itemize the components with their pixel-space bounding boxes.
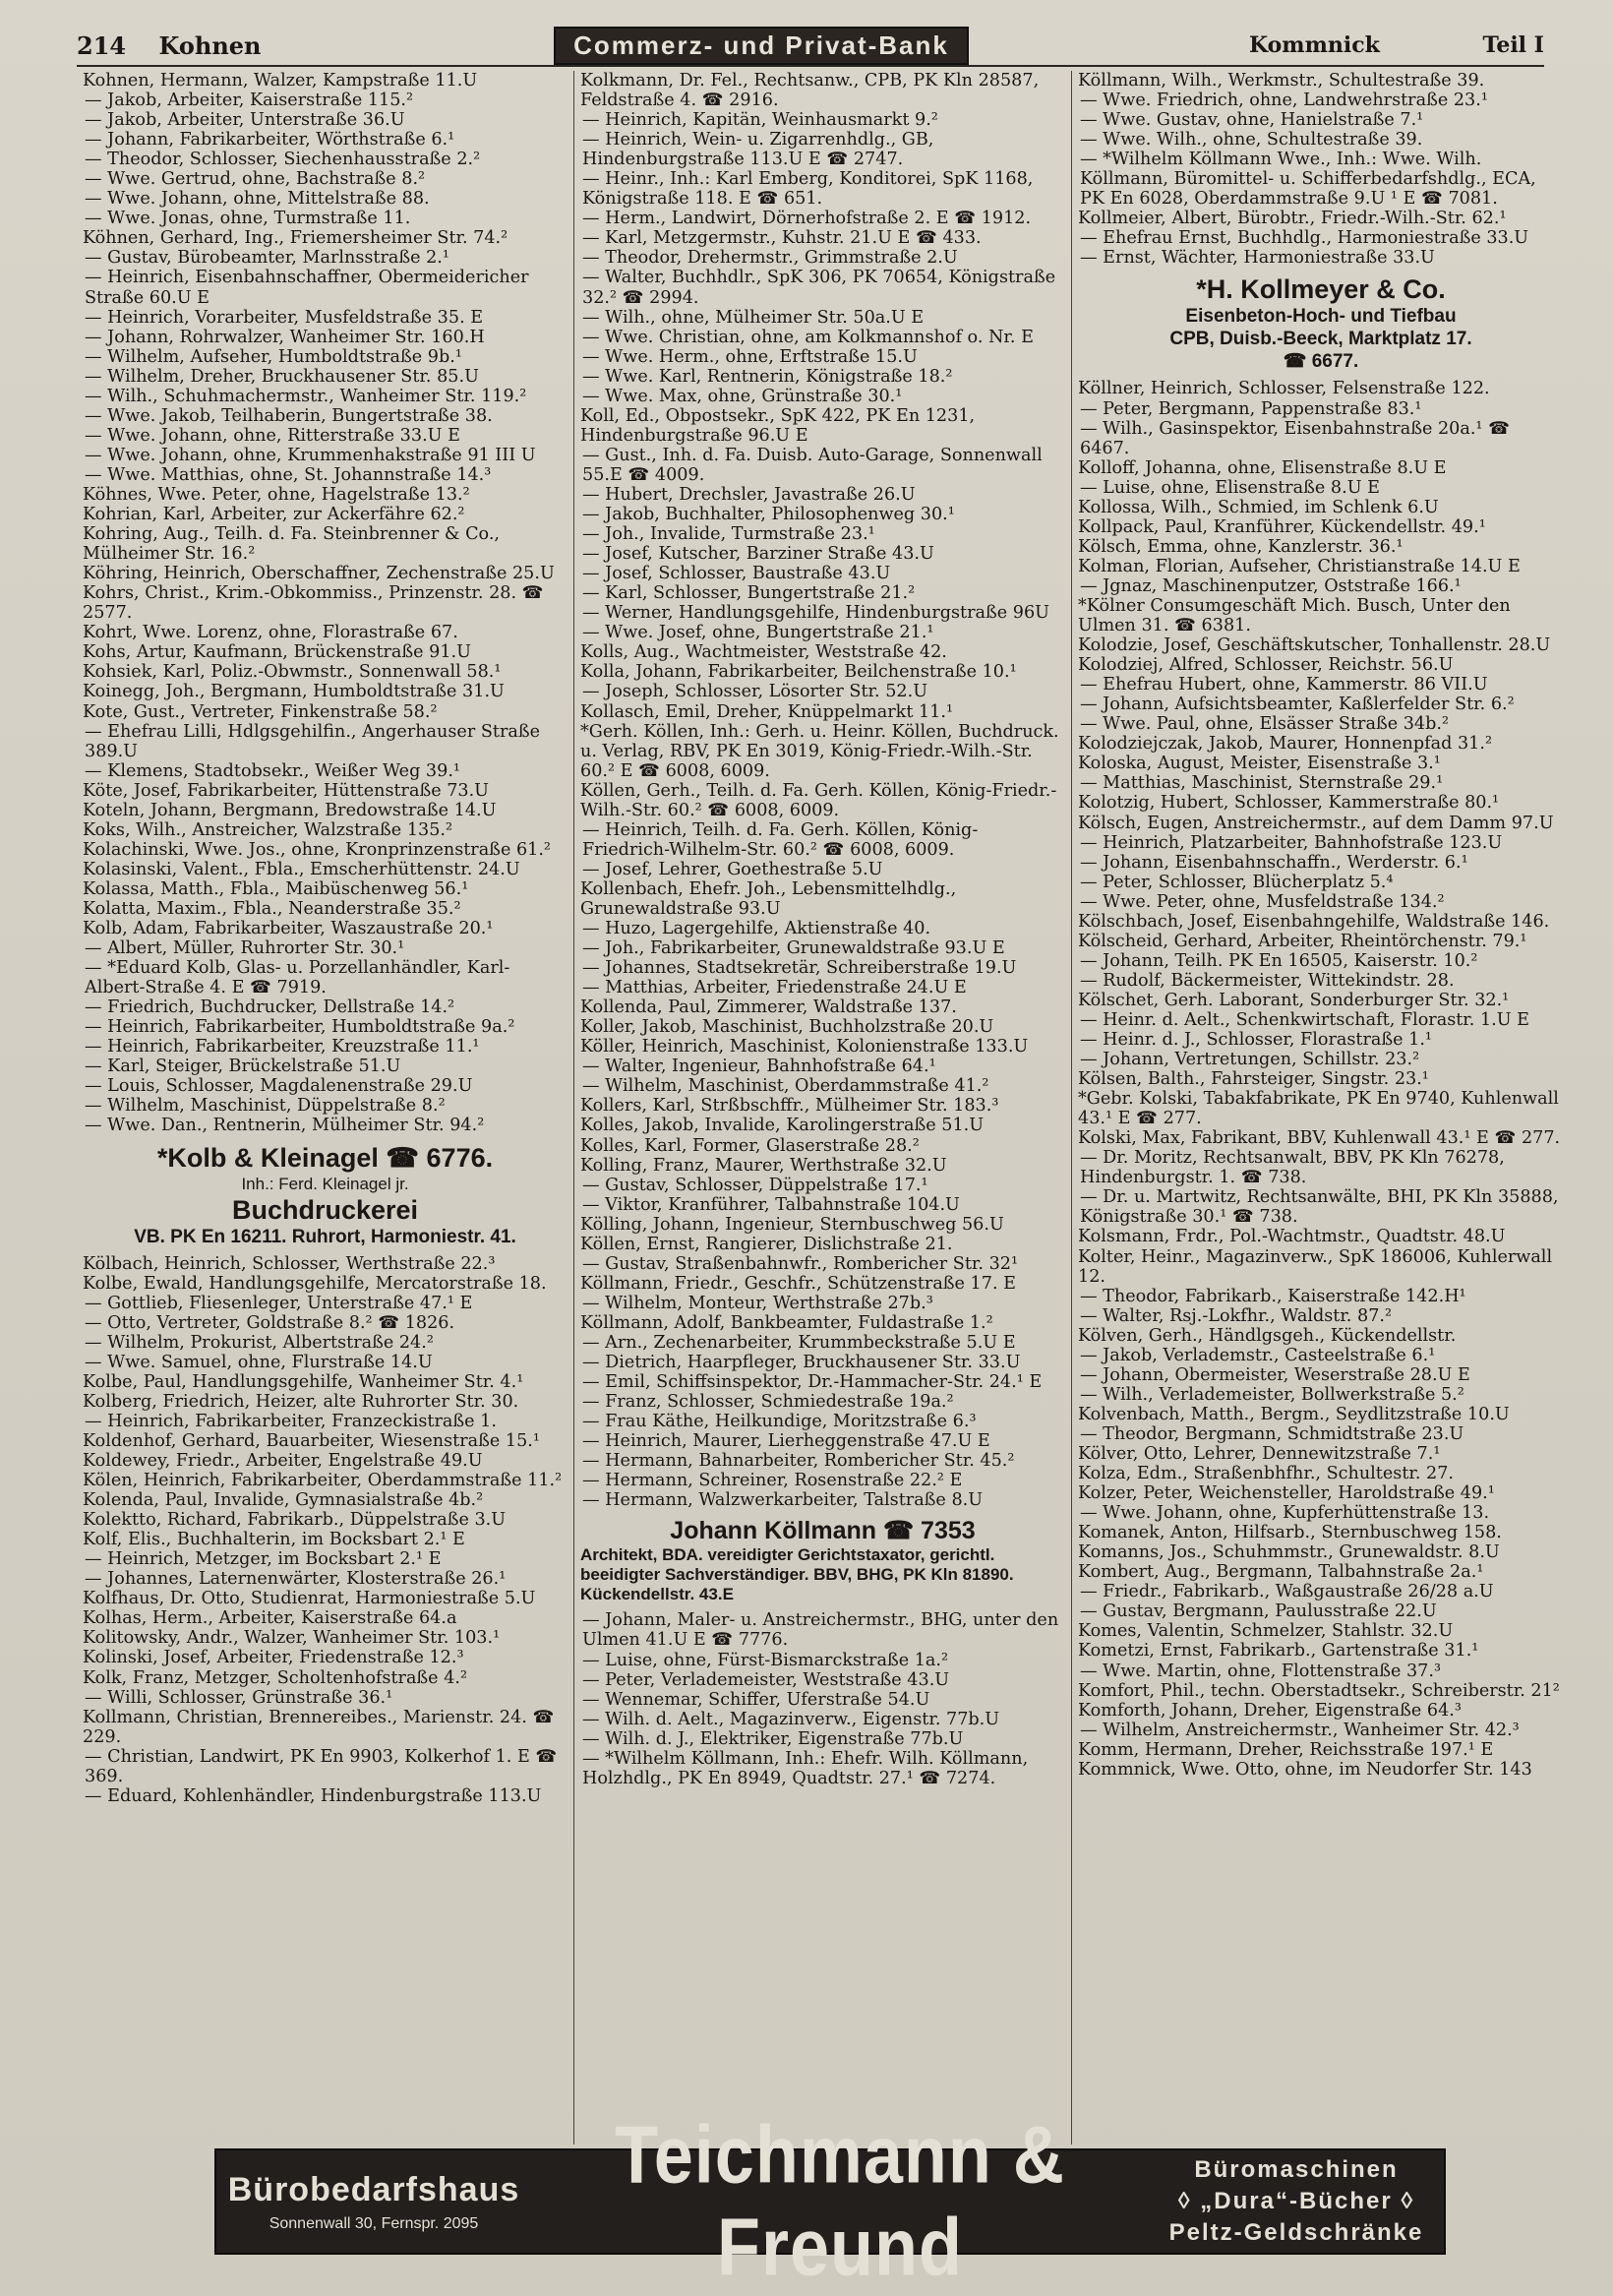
directory-entry: Köhnen, Gerhard, Ing., Friemersheimer Str. 74.² — [83, 228, 508, 249]
page-number-and-running-head — [77, 31, 273, 60]
directory-entry: — Johann, Aufsichtsbeamter, Kaßlerfelder Str. 6.² — [1080, 695, 1515, 715]
directory-entry: — Rudolf, Bäckermeister, Wittekindstr. 28. — [1080, 970, 1455, 991]
footer-right — [1149, 2154, 1444, 2249]
directory-entry: — Theodor, Fabrikarb., Kaiserstraße 142.H¹ — [1080, 1286, 1466, 1306]
kolb-kleinagel-advert — [83, 1142, 568, 1248]
directory-entry: — Heinrich, Fabrikarbeiter, Humboldtstraße 9a.² — [85, 1017, 515, 1038]
directory-entry: Kölscheid, Gerhard, Arbeiter, Rheintörchenstr. 79.¹ — [1078, 931, 1527, 951]
column-1 — [77, 71, 574, 2145]
directory-entry: Köller, Heinrich, Maschinist, Kolonienstraße 133.U — [580, 1037, 1029, 1057]
directory-entry: — Wilhelm, Maschinist, Oberdammstraße 41.² — [582, 1076, 989, 1097]
directory-entry: — Wwe. Peter, ohne, Musfeldstraße 134.² — [1080, 891, 1445, 912]
directory-entry: — Matthias, Arbeiter, Friedenstraße 24.U E — [582, 978, 967, 998]
directory-entry: — Johann, Teilh. PK En 16505, Kaiserstr. 10.² — [1080, 950, 1478, 971]
directory-entry: — Friedr., Fabrikarb., Waßgaustraße 26/28 a.U — [1080, 1582, 1494, 1602]
directory-entry: — Johann, Eisenbahnschaffn., Werderstr. 6.¹ — [1080, 852, 1468, 873]
footer-company-name: Teichmann & Freund — [615, 2109, 1065, 2294]
advert-name: Johann Köllmann ☎ 7353 — [670, 1517, 976, 1545]
directory-entry: Komanns, Jos., Schuhmmstr., Grunewaldstr. 8.U — [1078, 1542, 1500, 1563]
directory-entry: Köllen, Gerh., Teilh. d. Fa. Gerh. Köllen, König-Friedr.-Wilh.-Str. 60.² ☎ 6008, 6009. — [580, 780, 1057, 820]
directory-entry: — Wwe. Jonas, ohne, Turmstraße 11. — [85, 209, 411, 229]
column-1-entries — [83, 71, 568, 1136]
directory-entry: — Heinrich, Kapitän, Weinhausmarkt 9.² — [582, 110, 938, 131]
directory-entry: — Hermann, Schreiner, Rosenstraße 22.² E — [582, 1471, 963, 1491]
directory-entry: — Frau Käthe, Heilkundige, Moritzstraße 6.³ — [582, 1412, 977, 1432]
directory-entry: Kölver, Otto, Lehrer, Dennewitzstraße 7.¹ — [1078, 1444, 1441, 1464]
advert-text: Architekt, BDA. vereidigter Gerichtstaxator, gerichtl. beeidigter Sachverständiger. BBV, BHG, PK Kln 81890. Kückendellstr. 43.E — [580, 1545, 1014, 1604]
directory-entry: Kölling, Johann, Ingenieur, Sternbuschweg 56.U — [580, 1214, 1004, 1235]
directory-entry: Kolza, Edm., Straßenbhfhr., Schultestr. 27. — [1078, 1464, 1455, 1484]
directory-entry: Kölen, Heinrich, Fabrikarbeiter, Oberdammstraße 11.² — [83, 1471, 563, 1491]
directory-entry: — Wwe. Johann, ohne, Kupferhüttenstraße 13. — [1080, 1503, 1490, 1524]
column-1-entries-continued — [83, 1254, 568, 1806]
directory-entry: — Peter, Bergmann, Pappenstraße 83.¹ — [1080, 398, 1422, 419]
directory-entry: — Wwe. Max, ohne, Grünstraße 30.¹ — [582, 386, 903, 406]
advert-name: *H. Kollmeyer & Co. — [1196, 274, 1446, 305]
directory-entry: — Dr. Moritz, Rechtsanwalt, BBV, PK Kln 76278, Hindenburgstr. 1. ☎ 738. — [1080, 1148, 1505, 1188]
directory-entry: Kollasch, Emil, Dreher, Knüppelmarkt 11.¹ — [580, 701, 954, 722]
directory-entry: — Otto, Vertreter, Goldstraße 8.² ☎ 1826. — [85, 1312, 455, 1333]
directory-entry: Kolotzig, Hubert, Schlosser, Kammerstraße 80.¹ — [1078, 793, 1500, 814]
running-head-left: Kohnen — [158, 30, 262, 60]
directory-entry: — Wwe. Johann, ohne, Krummenhakstraße 91 III U — [85, 445, 536, 465]
directory-entry: — Jakob, Arbeiter, Kaiserstraße 115.² — [85, 91, 414, 111]
directory-entry: — Wwe. Gertrud, ohne, Bachstraße 8.² — [85, 169, 426, 190]
directory-entry: — Wwe. Johann, ohne, Ritterstraße 33.U E — [85, 425, 460, 446]
directory-entry: Kolter, Heinr., Magazinverw., SpK 186006, Kuhlerwall 12. — [1078, 1246, 1553, 1287]
directory-entry: — Gottlieb, Fliesenleger, Unterstraße 47.¹ E — [85, 1293, 473, 1313]
directory-entry: — Wwe. Wilh., ohne, Schultestraße 39. — [1080, 130, 1423, 151]
advert-line-1: Eisenbeton-Hoch- und Tiefbau — [1185, 306, 1457, 328]
directory-entry: — Gustav, Straßenbahnwfr., Rombericher Str. 32¹ — [582, 1253, 1019, 1274]
directory-entry: — Luise, ohne, Fürst-Bismarckstraße 1a.² — [582, 1650, 949, 1670]
directory-entry: *Kölner Consumgeschäft Mich. Busch, Unter den Ulmen 31. ☎ 6381. — [1078, 595, 1511, 636]
directory-entry: Kolloff, Johanna, ohne, Elisenstraße 8.U E — [1078, 457, 1447, 478]
directory-entry: Kölschet, Gerh. Laborant, Sonderburger Str. 32.¹ — [1078, 990, 1510, 1010]
directory-entry: Kölbach, Heinrich, Schlosser, Werthstraße 22.³ — [83, 1253, 496, 1274]
advert-owner: Inh.: Ferd. Kleinagel jr. — [241, 1174, 409, 1193]
directory-entry: *Gerh. Köllen, Inh.: Gerh. u. Heinr. Köllen, Buchdruck. u. Verlag, RBV, PK En 3019, König-Friedr.-Wilh.-Str. 60.² E ☎ 6008, 6009. — [580, 721, 1059, 781]
directory-entry: — Ehefrau Lilli, Hdlgsgehilfin., Angerhauser Straße 389.U — [85, 721, 541, 761]
directory-entry: — *Wilhelm Köllmann, Inh.: Ehefr. Wilh. Köllmann, Holzhdlg., PK En 8949, Quadtstr. 27.¹ ☎ 7274. — [582, 1748, 1029, 1788]
directory-entry: — Dietrich, Haarpfleger, Bruckhausener Str. 33.U — [582, 1353, 1021, 1373]
directory-entry: Kolla, Johann, Fabrikarbeiter, Beilchenstraße 10.¹ — [580, 662, 1017, 683]
directory-entry: Koll, Ed., Obpostsekr., SpK 422, PK En 1231, Hindenburgstraße 96.U E — [580, 405, 976, 446]
directory-entry: — Werner, Handlungsgehilfe, Hindenburgstraße 96U — [582, 603, 1049, 624]
directory-entry: — Karl, Schlosser, Bungertstraße 21.² — [582, 583, 916, 604]
directory-entry: — Wilhelm, Anstreichermstr., Wanheimer Str. 42.³ — [1080, 1720, 1520, 1740]
directory-entry: — Wwe. Martin, ohne, Flottenstraße 37.³ — [1080, 1661, 1442, 1681]
directory-entry: — Peter, Verlademeister, Weststraße 43.U — [582, 1669, 950, 1690]
directory-entry: — Hermann, Bahnarbeiter, Rombericher Str. 45.² — [582, 1451, 1015, 1472]
directory-entry: — Heinr. d. J., Schlosser, Florastraße 1.¹ — [1080, 1030, 1432, 1051]
directory-entry: — Viktor, Kranführer, Talbahnstraße 104.U — [582, 1194, 960, 1215]
directory-entry: Kolbe, Ewald, Handlungsgehilfe, Mercatorstraße 18. — [83, 1273, 547, 1294]
directory-entry: Köllen, Ernst, Rangierer, Dislichstraße 21. — [580, 1234, 953, 1254]
directory-entry: Koks, Wilh., Anstreicher, Walzstraße 135.² — [83, 819, 453, 840]
directory-entry: Komanek, Anton, Hilfsarb., Sternbuschweg 158. — [1078, 1523, 1502, 1543]
directory-entry: — Wilh., Verlademeister, Bollwerkstraße 5.² — [1080, 1384, 1464, 1405]
koellmann-advert — [580, 1516, 1065, 1604]
directory-entry: Kollenbach, Ehefr. Joh., Lebensmittelhdlg., Grunewaldstraße 93.U — [580, 878, 957, 919]
directory-entry: — *Eduard Kolb, Glas- u. Porzellanhändler, Karl-Albert-Straße 4. E ☎ 7919. — [85, 958, 510, 998]
directory-entry: Kollmeier, Albert, Bürobtr., Friedr.-Wilh.-Str. 62.¹ — [1078, 209, 1507, 229]
directory-entry: — Wilhelm, Prokurist, Albertstraße 24.² — [85, 1332, 434, 1353]
kollmeyer-advert — [1078, 273, 1564, 373]
directory-entry: Kolling, Franz, Maurer, Werthstraße 32.U — [580, 1155, 947, 1176]
directory-entry: Kolachinski, Wwe. Jos., ohne, Kronprinzenstraße 61.² — [83, 839, 551, 860]
column-3 — [1072, 71, 1570, 2145]
part-label: Teil I — [1482, 32, 1544, 58]
directory-entry: Kolf, Elis., Buchhalterin, im Bocksbart 2.¹ E — [83, 1530, 465, 1550]
directory-entry: — Josef, Kutscher, Barziner Straße 43.U — [582, 544, 934, 565]
directory-entry: — Franz, Schlosser, Schmiedestraße 19a.² — [582, 1392, 954, 1413]
directory-entry: — Christian, Landwirt, PK En 9903, Kolkerhof 1. E ☎ 369. — [85, 1746, 558, 1786]
directory-entry: — Hermann, Walzwerkarbeiter, Talstraße 8.U — [582, 1490, 984, 1511]
directory-entry: — Joseph, Schlosser, Lösorter Str. 52.U — [582, 682, 928, 702]
directory-entry: — Dr. u. Martwitz, Rechtsanwälte, BHI, PK Kln 35888, Königstraße 30.¹ ☎ 738. — [1080, 1187, 1559, 1228]
directory-entry: Kölsen, Balth., Fahrsteiger, Singstr. 23.¹ — [1078, 1069, 1429, 1090]
directory-entry: Kölven, Gerh., Händlgsgeh., Kückendellstr. — [1078, 1325, 1457, 1346]
directory-entry: — Heinrich, Fabrikarbeiter, Kreuzstraße 11.¹ — [85, 1037, 480, 1057]
directory-entry: — Heinrich, Wein- u. Zigarrenhdlg., GB, Hindenburgstraße 113.U E ☎ 2747. — [582, 130, 934, 170]
directory-entry: Kohnen, Hermann, Walzer, Kampstraße 11.U — [83, 71, 478, 91]
running-head-right-block — [1249, 32, 1544, 58]
directory-entry: Kolberg, Friedrich, Heizer, alte Ruhrorter Str. 30. — [83, 1391, 519, 1412]
advert-name: *Kolb & Kleinagel ☎ 6776. — [156, 1142, 494, 1173]
page-header — [77, 26, 1544, 67]
directory-entry: — Johannes, Laternenwärter, Klosterstraße 26.¹ — [85, 1569, 507, 1590]
directory-entry: — Johann, Vertretungen, Schillstr. 23.² — [1080, 1050, 1420, 1070]
directory-entry: Köllmann, Friedr., Geschfr., Schützenstraße 17. E — [580, 1273, 1016, 1294]
directory-entry: — Wwe. Johann, ohne, Mittelstraße 88. — [85, 189, 430, 210]
directory-entry: Köllner, Heinrich, Schlosser, Felsenstraße 122. — [1078, 379, 1490, 399]
column-3-entries-continued — [1078, 379, 1564, 1779]
directory-entry: Kolsmann, Frdr., Pol.-Wachtmstr., Quadtstr. 48.U — [1078, 1227, 1506, 1247]
directory-entry: — Wwe. Paul, ohne, Elsässer Straße 34b.² — [1080, 714, 1449, 735]
directory-entry: Komforth, Johann, Dreher, Eigenstraße 64.³ — [1078, 1700, 1462, 1721]
directory-entry: — Jakob, Arbeiter, Unterstraße 36.U — [85, 110, 405, 131]
advert-business: Buchdruckerei — [231, 1194, 419, 1225]
directory-entry: — Wilhelm, Monteur, Werthstraße 27b.³ — [582, 1293, 933, 1313]
directory-entry: Kollers, Karl, Strßbschffr., Mülheimer Str. 183.³ — [580, 1096, 999, 1117]
directory-entry: Kombert, Aug., Bergmann, Talbahnstraße 2a.¹ — [1078, 1562, 1484, 1583]
directory-entry: Kolles, Karl, Former, Glaserstraße 28.² — [580, 1135, 920, 1156]
directory-entry: — Heinrich, Vorarbeiter, Musfeldstraße 35. E — [85, 307, 484, 328]
directory-entry: — Jakob, Verlademstr., Casteelstraße 6.¹ — [1080, 1345, 1436, 1365]
entry-columns — [77, 71, 1572, 2145]
bank-banner: Commerz- und Privat-Bank — [554, 27, 969, 65]
footer-right-line-1: Büromaschinen — [1194, 2156, 1399, 2183]
directory-entry: Köte, Josef, Fabrikarbeiter, Hüttenstraße 73.U — [83, 780, 490, 801]
directory-entry: — Karl, Metzgermstr., Kuhstr. 21.U E ☎ 433. — [582, 228, 982, 249]
directory-entry: Kolski, Max, Fabrikant, BBV, Kuhlenwall 43.¹ E ☎ 277. — [1078, 1128, 1561, 1149]
directory-entry: Köhnes, Wwe. Peter, ohne, Hagelstraße 13.² — [83, 484, 470, 505]
directory-entry: — Wwe. Dan., Rentnerin, Mülheimer Str. 94.² — [85, 1116, 485, 1136]
directory-entry: — Josef, Schlosser, Baustraße 43.U — [582, 564, 891, 584]
directory-entry: — Louis, Schlosser, Magdalenenstraße 29.U — [85, 1076, 473, 1097]
directory-entry: Kolles, Jakob, Invalide, Karolingerstraße 51.U — [580, 1116, 985, 1136]
footer-left-title: Bürobedarfshaus — [227, 2170, 520, 2208]
directory-entry: — Emil, Schiffsinspektor, Dr.-Hammacher-Str. 24.¹ E — [582, 1372, 1043, 1393]
directory-entry: Koldewey, Friedr., Arbeiter, Engelstraße 49.U — [83, 1451, 483, 1471]
directory-entry: Kolinski, Josef, Arbeiter, Friedenstraße 12.³ — [83, 1648, 464, 1668]
directory-entry: — Wilh., ohne, Mülheimer Str. 50a.U E — [582, 307, 925, 328]
directory-entry: Kolzer, Peter, Weichensteller, Haroldstraße 49.¹ — [1078, 1483, 1495, 1504]
footer-advert — [214, 2109, 1446, 2294]
directory-entry: — Klemens, Stadtobsekr., Weißer Weg 39.¹ — [85, 760, 460, 781]
page-number: 214 — [77, 30, 127, 60]
directory-entry: Kolhas, Herm., Arbeiter, Kaiserstraße 64.a — [83, 1608, 457, 1629]
directory-entry: — Johannes, Stadtsekretär, Schreiberstraße 19.U — [582, 958, 1017, 979]
directory-entry: Kohrian, Karl, Arbeiter, zur Ackerfähre 62.² — [83, 505, 465, 525]
directory-entry: Kölsch, Eugen, Anstreichermstr., auf dem Damm 97.U — [1078, 813, 1554, 833]
directory-entry: Kollpack, Paul, Kranführer, Kückendellstr. 49.¹ — [1078, 516, 1486, 537]
directory-entry: Kolls, Aug., Wachtmeister, Weststraße 42. — [580, 642, 947, 663]
directory-entry: — Heinr. d. Aelt., Schenkwirtschaft, Florastr. 1.U E — [1080, 1009, 1530, 1030]
directory-entry: Kölschbach, Josef, Eisenbahngehilfe, Waldstraße 146. — [1078, 911, 1550, 932]
directory-entry: — Ehefrau Ernst, Buchhdlg., Harmoniestraße 33.U — [1080, 228, 1529, 249]
advert-address: VB. PK En 16211. Ruhrort, Harmoniestr. 41. — [134, 1226, 516, 1247]
directory-entry: Kolektto, Richard, Fabrikarb., Düppelstraße 3.U — [83, 1510, 507, 1531]
directory-entry: Kolenda, Paul, Invalide, Gymnasialstraße 4b.² — [83, 1490, 484, 1511]
directory-entry: — Huzo, Lagergehilfe, Aktienstraße 40. — [582, 919, 931, 939]
directory-entry: Kolk, Franz, Metzger, Scholtenhofstraße 4.² — [83, 1667, 468, 1688]
directory-entry: Komes, Valentin, Schmelzer, Stahlstr. 32.U — [1078, 1621, 1454, 1642]
directory-entry: Kolbe, Paul, Handlungsgehilfe, Wanheimer Str. 4.¹ — [83, 1371, 524, 1392]
directory-entry: Kohsiek, Karl, Poliz.-Obwmstr., Sonnenwall 58.¹ — [83, 662, 502, 683]
directory-entry: — Wilh. d. Aelt., Magazinverw., Eigenstr. 77b.U — [582, 1709, 1000, 1729]
running-head-right: Kommnick — [1248, 32, 1380, 58]
directory-entry: — Ehefrau Hubert, ohne, Kammerstr. 86 VII.U — [1080, 675, 1488, 695]
directory-entry: Komfort, Phil., techn. Oberstadtsekr., Schreiberstr. 21² — [1078, 1680, 1560, 1701]
directory-entry: — *Wilhelm Köllmann Wwe., Inh.: Wwe. Wilh. Köllmann, Büromittel- u. Schifferbedarfshdlg., ECA, PK En 6028, Oberdammstraße 9.U ¹ E ☎ 7081. — [1080, 150, 1536, 210]
directory-entry: — Walter, Ingenieur, Bahnhofstraße 64.¹ — [582, 1057, 936, 1077]
directory-entry: Kolfhaus, Dr. Otto, Studienrat, Harmoniestraße 5.U — [83, 1589, 536, 1609]
directory-entry: — Wwe. Josef, ohne, Bungertstraße 21.¹ — [582, 623, 934, 643]
directory-entry: — Jgnaz, Maschinenputzer, Oststraße 166.¹ — [1080, 575, 1462, 596]
directory-entry: — Heinr., Inh.: Karl Emberg, Konditorei, SpK 1168, Königstraße 118. E ☎ 651. — [582, 169, 1034, 210]
directory-entry: — Friedrich, Buchdrucker, Dellstraße 14.² — [85, 997, 455, 1018]
directory-entry: — Wilhelm, Aufseher, Humboldtstraße 9b.¹ — [85, 346, 462, 367]
directory-entry: — Joh., Invalide, Turmstraße 23.¹ — [582, 524, 875, 545]
directory-entry: — Joh., Fabrikarbeiter, Grunewaldstraße 93.U E — [582, 938, 1005, 959]
directory-entry: — Matthias, Maschinist, Sternstraße 29.¹ — [1080, 773, 1444, 794]
footer-left-address: Sonnenwall 30, Fernspr. 2095 — [269, 2214, 479, 2232]
directory-entry: — Heinrich, Maurer, Lierheggenstraße 47.U E — [582, 1431, 990, 1452]
directory-entry: — Wwe. Matthias, ohne, St. Johannstraße 14.³ — [85, 464, 492, 485]
directory-entry: — Wwe. Samuel, ohne, Flurstraße 14.U — [85, 1352, 433, 1372]
directory-entry: Koldenhof, Gerhard, Bauarbeiter, Wiesenstraße 15.¹ — [83, 1430, 540, 1451]
directory-entry: Kolb, Adam, Fabrikarbeiter, Waszaustraße 20.¹ — [83, 919, 494, 939]
directory-entry: — Walter, Buchhdlr., SpK 306, PK 70654, Königstraße 32.² ☎ 2994. — [582, 268, 1056, 308]
directory-entry: Kolkmann, Dr. Fel., Rechtsanw., CPB, PK Kln 28587, Feldstraße 4. ☎ 2916. — [580, 71, 1040, 111]
directory-entry: — Gust., Inh. d. Fa. Duisb. Auto-Garage, Sonnenwall 55.E ☎ 4009. — [582, 445, 1043, 485]
directory-entry: Köllmann, Wilh., Werkmstr., Schultestraße 39. — [1078, 71, 1485, 91]
directory-entry: Kohs, Artur, Kaufmann, Brückenstraße 91.U — [83, 642, 471, 663]
directory-entry: — Theodor, Schlosser, Siechenhausstraße 2.² — [85, 150, 481, 170]
directory-entry: — Albert, Müller, Ruhrorter Str. 30.¹ — [85, 938, 405, 959]
directory-entry: — Luise, ohne, Elisenstraße 8.U E — [1080, 477, 1380, 498]
directory-entry: — Wennemar, Schiffer, Uferstraße 54.U — [582, 1689, 930, 1710]
directory-entry: *Gebr. Kolski, Tabakfabrikate, PK En 9740, Kuhlenwall 43.¹ E ☎ 277. — [1078, 1089, 1559, 1129]
column-2-entries-continued — [580, 1610, 1065, 1787]
directory-entry: — Heinrich, Fabrikarbeiter, Franzeckistraße 1. — [85, 1411, 497, 1431]
directory-entry: — Heinrich, Teilh. d. Fa. Gerh. Köllen, König-Friedrich-Wilhelm-Str. 60.² ☎ 6008, 6009. — [582, 819, 979, 860]
advert-line-2: CPB, Duisb.-Beeck, Marktplatz 17. — [1169, 329, 1472, 350]
directory-entry: — Jakob, Buchhalter, Philosophenweg 30.¹ — [582, 505, 955, 525]
directory-entry: — Hubert, Drechsler, Javastraße 26.U — [582, 484, 916, 505]
directory-entry: Kolman, Florian, Aufseher, Christianstraße 14.U E — [1078, 556, 1521, 576]
directory-entry: Kohring, Aug., Teilh. d. Fa. Steinbrenner & Co., Mülheimer Str. 16.² — [83, 524, 501, 565]
directory-entry: — Wilh. d. J., Elektriker, Eigenstraße 77b.U — [582, 1728, 964, 1749]
directory-entry: Kolasinski, Valent., Fbla., Emscherhüttenstr. 24.U — [83, 859, 520, 879]
directory-entry: — Wwe. Karl, Rentnerin, Königstraße 18.² — [582, 366, 953, 387]
directory-entry: Kohrt, Wwe. Lorenz, ohne, Florastraße 67. — [83, 623, 458, 643]
directory-entry: — Wwe. Jakob, Teilhaberin, Bungertstraße 38. — [85, 405, 493, 426]
directory-entry: Kolvenbach, Matth., Bergm., Seydlitzstraße 10.U — [1078, 1404, 1510, 1424]
directory-entry: — Gustav, Bürobeamter, Marlnsstraße 2.¹ — [85, 248, 449, 269]
directory-entry: Kolatta, Maxim., Fbla., Neanderstraße 35.² — [83, 898, 461, 919]
directory-entry: Köhring, Heinrich, Oberschaffner, Zechenstraße 25.U — [83, 564, 555, 584]
directory-entry: Kölsch, Emma, ohne, Kanzlerstr. 36.¹ — [1078, 536, 1404, 557]
directory-entry: — Johann, Maler- u. Anstreichermstr., BHG, unter den Ulmen 41.U E ☎ 7776. — [582, 1610, 1059, 1651]
directory-entry: Kohrs, Christ., Krim.-Obkommiss., Prinzenstr. 28. ☎ 2577. — [83, 583, 544, 624]
directory-entry: — Eduard, Kohlenhändler, Hindenburgstraße 113.U — [85, 1785, 542, 1806]
column-2-entries — [580, 71, 1065, 1510]
directory-entry: — Wwe. Gustav, ohne, Hanielstraße 7.¹ — [1080, 110, 1424, 131]
directory-entry: — Theodor, Bergmann, Schmidtstraße 23.U — [1080, 1423, 1464, 1444]
directory-entry: Komm, Hermann, Dreher, Reichsstraße 197.¹ E — [1078, 1739, 1494, 1760]
footer-right-line-2: ◊ „Dura“-Bücher ◊ — [1177, 2188, 1415, 2214]
directory-entry: — Wilh., Schuhmachermstr., Wanheimer Str. 119.² — [85, 386, 527, 406]
column-3-entries — [1078, 71, 1564, 268]
directory-entry: Kote, Gust., Vertreter, Finkenstraße 58.² — [83, 701, 438, 722]
directory-entry: — Johann, Rohrwalzer, Wanheimer Str. 160.H — [85, 327, 485, 347]
directory-entry: — Gustav, Bergmann, Paulusstraße 22.U — [1080, 1601, 1437, 1622]
directory-entry: Kolodzie, Josef, Geschäftskutscher, Tonhallenstr. 28.U — [1078, 635, 1551, 656]
directory-entry: — Josef, Lehrer, Goethestraße 5.U — [582, 859, 883, 879]
directory-entry: — Wwe. Herm., ohne, Erftstraße 15.U — [582, 346, 918, 367]
directory-entry: Kolassa, Matth., Fbla., Maibüschenweg 56.¹ — [83, 878, 469, 899]
directory-entry: Koller, Jakob, Maschinist, Buchholzstraße 20.U — [580, 1017, 994, 1038]
footer-right-line-3: Peltz-Geldschränke — [1168, 2219, 1424, 2246]
directory-entry: — Wilhelm, Maschinist, Düppelstraße 8.² — [85, 1096, 446, 1117]
directory-entry: — Peter, Schlosser, Blücherplatz 5.⁴ — [1080, 872, 1394, 892]
directory-entry: Kommnick, Wwe. Otto, ohne, im Neudorfer Str. 143 — [1078, 1759, 1532, 1780]
directory-entry: — Gustav, Schlosser, Düppelstraße 17.¹ — [582, 1175, 928, 1195]
directory-entry: — Wilh., Gasinspektor, Eisenbahnstraße 20a.¹ ☎ 6467. — [1080, 418, 1510, 458]
directory-entry: Koloska, August, Meister, Eisenstraße 3.¹ — [1078, 754, 1441, 774]
directory-entry: — Johann, Fabrikarbeiter, Wörthstraße 6.¹ — [85, 130, 455, 151]
directory-entry: — Wwe. Friedrich, ohne, Landwehrstraße 23.¹ — [1080, 91, 1488, 111]
directory-entry: — Wilhelm, Dreher, Bruckhausener Str. 85.U — [85, 366, 479, 387]
directory-entry: — Karl, Steiger, Brückelstraße 51.U — [85, 1057, 401, 1077]
directory-entry: Kollossa, Wilh., Schmied, im Schlenk 6.U — [1078, 497, 1439, 517]
directory-entry: — Heinrich, Eisenbahnschaffner, Obermeidericher Straße 60.U E — [85, 268, 529, 308]
directory-entry: Kolodziejczak, Jakob, Maurer, Honnenpfad 31.² — [1078, 734, 1493, 755]
directory-entry: Kollmann, Christian, Brennereibes., Marienstr. 24. ☎ 229. — [83, 1707, 555, 1747]
directory-entry: Koteln, Johann, Bergmann, Bredowstraße 14.U — [83, 800, 497, 820]
directory-entry: — Wwe. Christian, ohne, am Kolkmannshof o. Nr. E — [582, 327, 1034, 347]
directory-entry: Koinegg, Joh., Bergmann, Humboldtstraße 31.U — [83, 682, 505, 702]
directory-entry: — Willi, Schlosser, Grünstraße 36.¹ — [85, 1687, 393, 1708]
directory-entry: Kolodziej, Alfred, Schlosser, Reichstr. 56.U — [1078, 655, 1454, 676]
directory-entry: — Arn., Zechenarbeiter, Krummbeckstraße 5.U E — [582, 1333, 1016, 1353]
advert-phone: ☎ 6677. — [1283, 351, 1359, 373]
directory-entry: — Theodor, Drehermstr., Grimmstraße 2.U — [582, 248, 958, 269]
footer-left — [216, 2171, 531, 2233]
directory-entry: — Ernst, Wächter, Harmoniestraße 33.U — [1080, 248, 1435, 269]
directory-entry: — Heinrich, Metzger, im Bocksbart 2.¹ E — [85, 1549, 442, 1570]
column-2 — [574, 71, 1072, 2145]
directory-entry: — Walter, Rsj.-Lokfhr., Waldstr. 87.² — [1080, 1305, 1393, 1326]
directory-entry: Kolitowsky, Andr., Walzer, Wanheimer Str. 103.¹ — [83, 1628, 501, 1649]
directory-entry: — Heinrich, Platzarbeiter, Bahnhofstraße 123.U — [1080, 832, 1503, 853]
directory-entry: — Herm., Landwirt, Dörnerhofstraße 2. E ☎ 1912. — [582, 209, 1032, 229]
directory-entry: Kometzi, Ernst, Fabrikarb., Gartenstraße 31.¹ — [1078, 1641, 1479, 1662]
directory-entry: Köllmann, Adolf, Bankbeamter, Fuldastraße 1.² — [580, 1312, 993, 1333]
directory-entry: Kollenda, Paul, Zimmerer, Waldstraße 137. — [580, 997, 957, 1018]
directory-entry: — Johann, Obermeister, Weserstraße 28.U E — [1080, 1364, 1470, 1385]
